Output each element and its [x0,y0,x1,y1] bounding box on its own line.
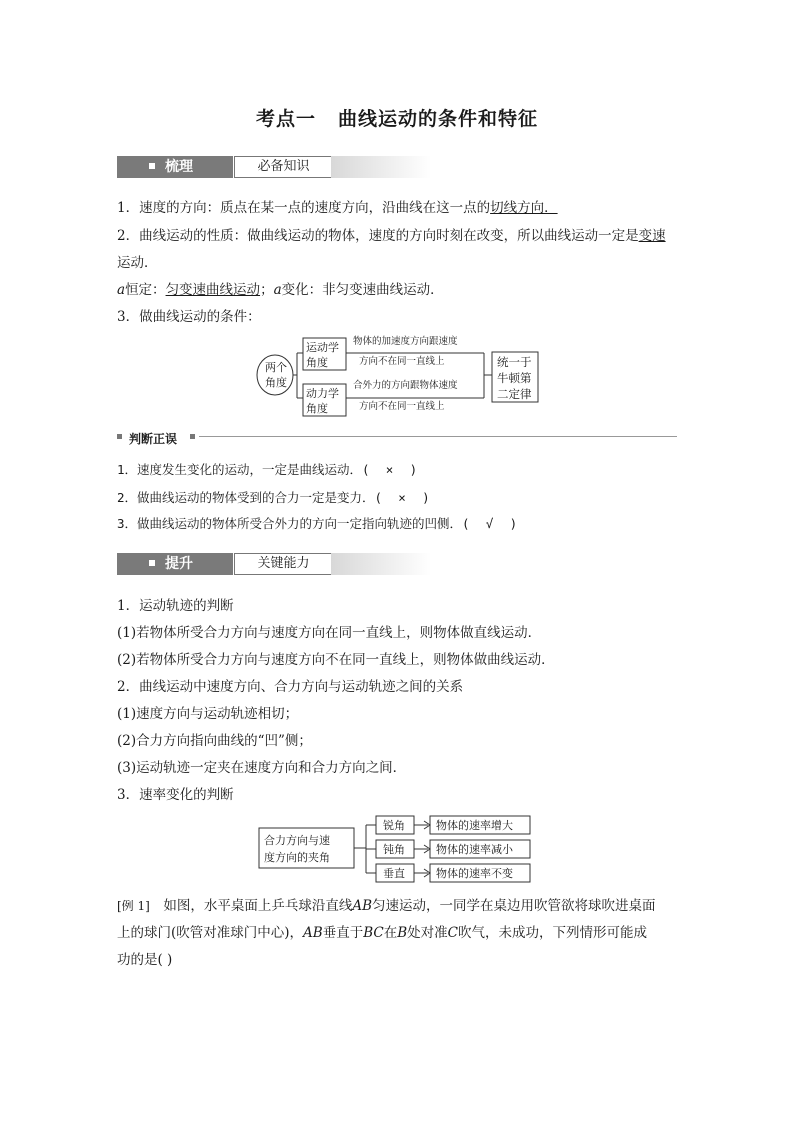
result-constant: 物体的速率不变 [436,867,513,880]
example-tag: [例 1] [117,899,150,913]
root-line2: 角度 [265,376,287,389]
angle-acute: 锐角 [383,819,405,832]
line-conditions: 3．做曲线运动的条件： [117,309,261,325]
angle-obtuse: 钝角 [383,843,405,856]
speed-change-diagram [258,812,538,884]
root-line1: 两个 [265,361,287,374]
branch2-line1: 动力学 [306,387,339,400]
judge-item-3: 3．做曲线运动的物体所受合外力的方向一定指向轨迹的凹侧．( √ ) [117,516,518,531]
line-relationship: 2．曲线运动中速度方向、合力方向与运动轨迹之间的关系 [117,679,464,695]
line-curve-nature-cont: 运动． [117,255,158,271]
result-decrease: 物体的速率减小 [436,843,513,856]
result-increase: 物体的速率增大 [436,819,513,832]
section-label: 关键能力 [234,553,333,575]
example-line-1: [例 1] 如图，水平桌面上乒乓球沿直线AB匀速运动，一同学在桌边用吹管欲将球吹进桌面 [117,898,656,914]
branch2-desc2: 方向不在同一直线上 [359,401,445,412]
line-between: (3)运动轨迹一定夹在速度方向和合力方向之间． [117,760,407,776]
line-acceleration: a恒定：匀变速曲线运动；a变化：非匀变速曲线运动． [117,282,444,298]
line-curve-nature: 2．曲线运动的性质：做曲线运动的物体，速度的方向时刻在改变，所以曲线运动一定是变速 [117,228,666,244]
branch2-desc1: 合外力的方向跟物体速度 [353,380,458,391]
section-tag: 梳理 [117,156,233,178]
angle-right: 垂直 [383,867,405,880]
branch1-line2: 角度 [306,356,328,369]
result-line3: 二定律 [497,387,532,401]
title-part1: 考点一 [255,108,316,130]
page-title [0,104,794,131]
line-tangent: (1)速度方向与运动轨迹相切； [117,706,299,722]
branch2-line2: 角度 [306,402,328,415]
line-speed-change: 3．速率变化的判断 [117,787,234,803]
result-line2: 牛顿第 [497,371,532,385]
title-part2: 曲线运动的条件和特征 [338,108,539,130]
example-line-2: 上的球门(吹管对准球门中心)，AB垂直于BC在B处对准C吹气，未成功，下列情形可能成 [117,925,647,941]
conditions-diagram [255,332,545,420]
line-curved-motion: (2)若物体所受合力方向与速度方向不在同一直线上，则物体做曲线运动． [117,652,555,668]
branch1-desc2: 方向不在同一直线上 [359,356,445,367]
branch1-desc1: 物体的加速度方向跟速度 [353,336,458,347]
line-trajectory-judgement: 1．运动轨迹的判断 [117,598,234,614]
judge-heading: 判断正误 [129,432,178,446]
line-straight-motion: (1)若物体所受合力方向与速度方向在同一直线上，则物体做直线运动． [117,625,542,641]
speed-root-line1: 合力方向与速 [264,834,330,847]
judge-item-2: 2．做曲线运动的物体受到的合力一定是变力．( × ) [117,490,430,505]
line-concave-side: (2)合力方向指向曲线的“凹”侧； [117,733,312,749]
judge-item-1: 1．速度发生变化的运动，一定是曲线运动．( × ) [117,462,418,477]
speed-root-line2: 度方向的夹角 [264,851,330,864]
result-line1: 统一于 [497,355,532,369]
branch1-line1: 运动学 [306,341,339,354]
example-line-3: 功的是( ) [117,952,173,968]
section-label: 必备知识 [234,156,333,178]
line-velocity-direction: 1．速度的方向：质点在某一点的速度方向，沿曲线在这一点的切线方向． [117,200,558,216]
section-tag: 提升 [117,553,233,575]
judge-heading-row [117,430,677,446]
